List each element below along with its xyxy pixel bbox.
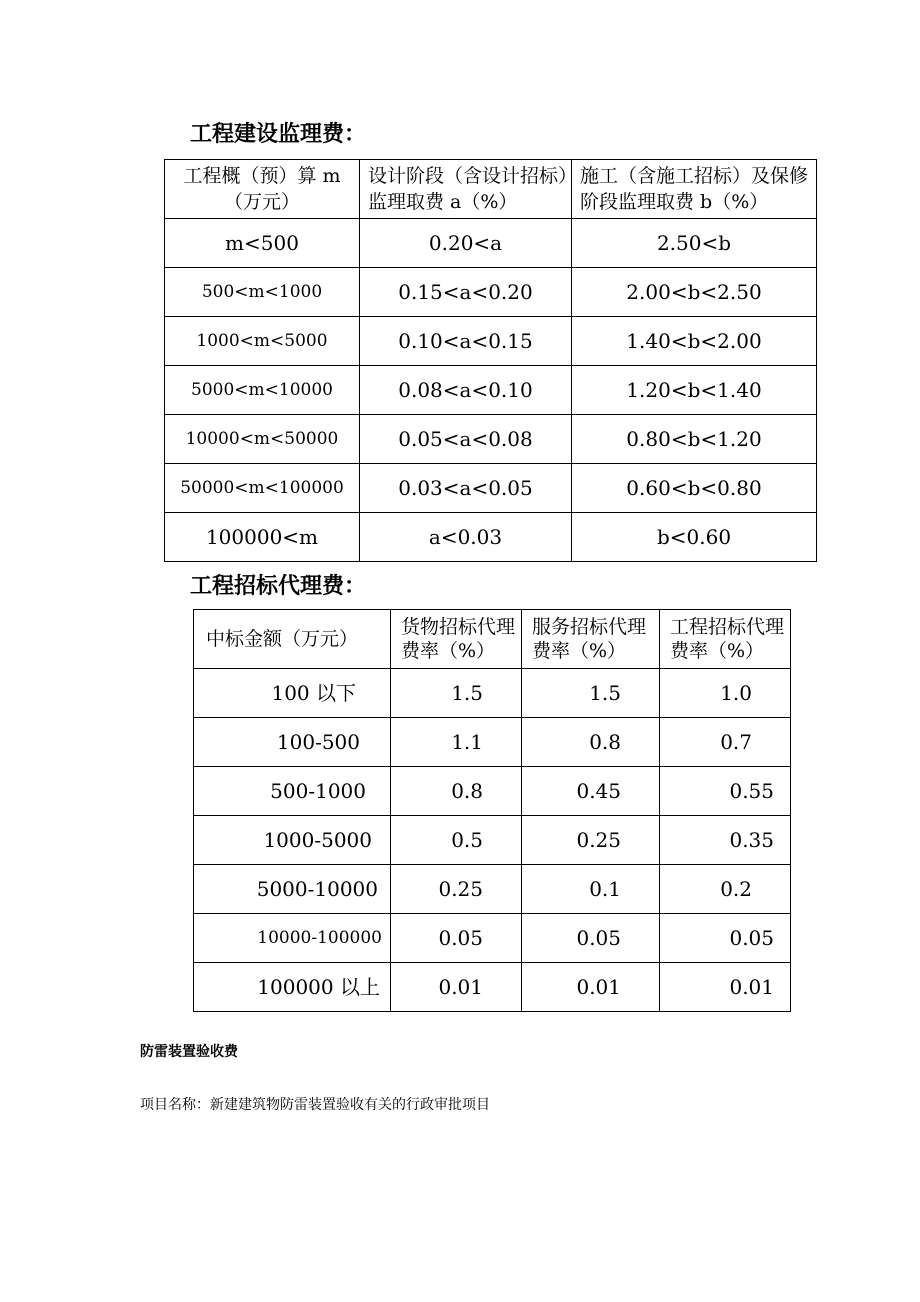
rate-a-cell: a<0.03	[360, 513, 572, 562]
supervision-fee-title: 工程建设监理费：	[190, 122, 367, 147]
header-cell-construction-stage: 施工（含施工招标）及保修阶段监理取费 b（%）	[572, 160, 817, 219]
range-cell: 500<m<1000	[165, 268, 360, 317]
rate-a-cell: 0.10<a<0.15	[360, 317, 572, 366]
service-rate-cell: 0.05	[522, 914, 660, 963]
header-cell-service-rate: 服务招标代理费率（%）	[522, 610, 660, 669]
service-rate-cell: 0.8	[522, 718, 660, 767]
table-row	[194, 963, 791, 1012]
goods-rate-cell: 0.5	[391, 816, 522, 865]
goods-rate-cell: 0.8	[391, 767, 522, 816]
rate-a-cell: 0.03<a<0.05	[360, 464, 572, 513]
table-header-row	[194, 610, 791, 669]
bidding-agency-fee-table	[193, 609, 791, 1012]
engineering-rate-cell: 0.01	[660, 963, 791, 1012]
goods-rate-cell: 1.1	[391, 718, 522, 767]
rate-b-cell: 0.60<b<0.80	[572, 464, 817, 513]
header-cell-design-stage: 设计阶段（含设计招标）监理取费 a（%）	[360, 160, 572, 219]
table-row	[165, 317, 817, 366]
goods-rate-cell: 1.5	[391, 669, 522, 718]
lightning-project-line: 项目名称：新建建筑物防雷装置验收有关的行政审批项目	[140, 1097, 490, 1113]
rate-a-cell: 0.20<a	[360, 219, 572, 268]
service-rate-cell: 0.25	[522, 816, 660, 865]
range-cell: 10000<m<50000	[165, 415, 360, 464]
amount-cell: 100 以下	[194, 669, 391, 718]
amount-cell: 500-1000	[194, 767, 391, 816]
table-row	[165, 219, 817, 268]
supervision-fee-table	[164, 159, 817, 562]
engineering-rate-cell: 0.05	[660, 914, 791, 963]
rate-b-cell: 1.20<b<1.40	[572, 366, 817, 415]
header-cell-engineering-rate: 工程招标代理费率（%）	[660, 610, 791, 669]
rate-b-cell: 2.50<b	[572, 219, 817, 268]
engineering-rate-cell: 1.0	[660, 669, 791, 718]
rate-a-cell: 0.05<a<0.08	[360, 415, 572, 464]
service-rate-cell: 0.1	[522, 865, 660, 914]
range-cell: 1000<m<5000	[165, 317, 360, 366]
rate-a-cell: 0.15<a<0.20	[360, 268, 572, 317]
amount-cell: 100000 以上	[194, 963, 391, 1012]
bidding-agency-fee-title: 工程招标代理费：	[190, 574, 367, 599]
table-row	[165, 513, 817, 562]
range-cell: m<500	[165, 219, 360, 268]
engineering-rate-cell: 0.55	[660, 767, 791, 816]
header-cell-goods-rate: 货物招标代理费率（%）	[391, 610, 522, 669]
table-row	[194, 816, 791, 865]
amount-cell: 1000-5000	[194, 816, 391, 865]
engineering-rate-cell: 0.2	[660, 865, 791, 914]
table-row	[194, 669, 791, 718]
range-cell: 100000<m	[165, 513, 360, 562]
service-rate-cell: 1.5	[522, 669, 660, 718]
rate-b-cell: 2.00<b<2.50	[572, 268, 817, 317]
amount-cell: 10000-100000	[194, 914, 391, 963]
rate-b-cell: 0.80<b<1.20	[572, 415, 817, 464]
amount-cell: 100-500	[194, 718, 391, 767]
range-cell: 5000<m<10000	[165, 366, 360, 415]
engineering-rate-cell: 0.7	[660, 718, 791, 767]
table-row	[165, 415, 817, 464]
amount-cell: 5000-10000	[194, 865, 391, 914]
rate-b-cell: b<0.60	[572, 513, 817, 562]
table-row	[165, 366, 817, 415]
service-rate-cell: 0.45	[522, 767, 660, 816]
table-header-row	[165, 160, 817, 219]
goods-rate-cell: 0.01	[391, 963, 522, 1012]
table-row	[194, 865, 791, 914]
table-row	[165, 464, 817, 513]
rate-b-cell: 1.40<b<2.00	[572, 317, 817, 366]
table-row	[194, 767, 791, 816]
engineering-rate-cell: 0.35	[660, 816, 791, 865]
table-row	[194, 718, 791, 767]
header-cell-winning-amount: 中标金额（万元）	[194, 610, 391, 669]
range-cell: 50000<m<100000	[165, 464, 360, 513]
service-rate-cell: 0.01	[522, 963, 660, 1012]
header-cell-estimate: 工程概（预）算 m（万元）	[165, 160, 360, 219]
rate-a-cell: 0.08<a<0.10	[360, 366, 572, 415]
goods-rate-cell: 0.25	[391, 865, 522, 914]
table-row	[194, 914, 791, 963]
table-row	[165, 268, 817, 317]
lightning-fee-title: 防雷装置验收费	[140, 1044, 238, 1060]
goods-rate-cell: 0.05	[391, 914, 522, 963]
